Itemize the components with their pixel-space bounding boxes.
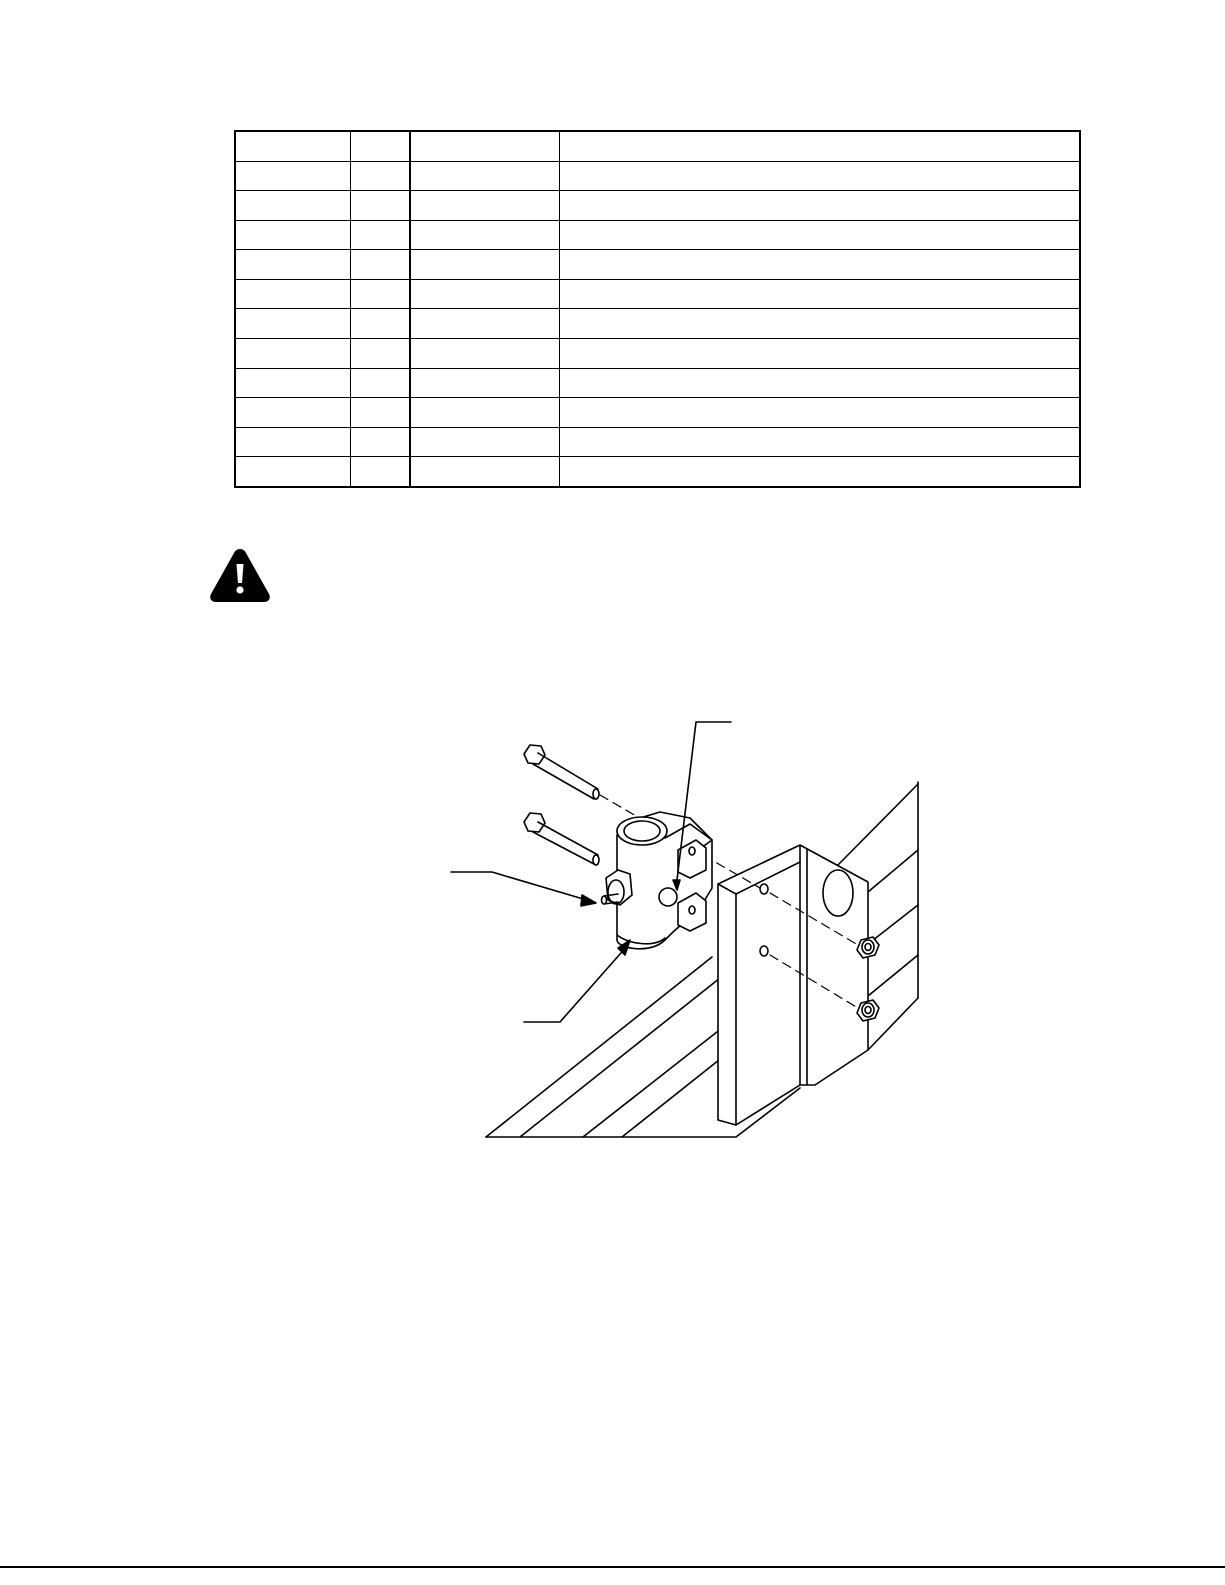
- parts-table-cell: [350, 339, 410, 369]
- parts-table-cell: [559, 339, 1080, 369]
- parts-table-cell: [350, 457, 410, 487]
- parts-table-row: [235, 457, 1080, 487]
- parts-table-row: [235, 191, 1080, 221]
- parts-table-cell: [235, 250, 350, 280]
- mounting-bolts: [524, 745, 599, 865]
- parts-table-cell: [559, 427, 1080, 457]
- parts-table-row: [235, 309, 1080, 339]
- parts-table-cell: [235, 161, 350, 191]
- parts-table-cell: [559, 457, 1080, 487]
- parts-table-row: [235, 398, 1080, 428]
- parts-table-cell: [350, 191, 410, 221]
- parts-table-cell: [559, 220, 1080, 250]
- parts-table-cell: [235, 339, 350, 369]
- parts-table-cell: [410, 398, 559, 428]
- parts-table-cell: [410, 131, 559, 161]
- parts-table-cell: [350, 279, 410, 309]
- parts-table-cell: [350, 131, 410, 161]
- parts-table-cell: [559, 250, 1080, 280]
- parts-table-cell: [559, 131, 1080, 161]
- parts-table-cell: [350, 309, 410, 339]
- parts-table-cell: [559, 279, 1080, 309]
- parts-table-cell: [410, 279, 559, 309]
- parts-table-cell: [559, 398, 1080, 428]
- parts-table-cell: [559, 368, 1080, 398]
- parts-table-cell: [350, 398, 410, 428]
- parts-table-row: [235, 427, 1080, 457]
- parts-table-row: [235, 220, 1080, 250]
- parts-table-cell: [235, 368, 350, 398]
- frame-bracket: [718, 845, 868, 1125]
- parts-table-row: [235, 339, 1080, 369]
- parts-table-row: [235, 279, 1080, 309]
- warning-triangle-icon: [208, 546, 272, 604]
- parts-table-cell: [410, 191, 559, 221]
- parts-table-cell: [235, 457, 350, 487]
- parts-table-body: [235, 131, 1080, 487]
- parts-table-cell: [559, 191, 1080, 221]
- parts-table-cell: [235, 279, 350, 309]
- parts-table-cell: [235, 191, 350, 221]
- parts-table-cell: [235, 220, 350, 250]
- parts-table-cell: [410, 161, 559, 191]
- fitting-block: [602, 812, 713, 949]
- parts-table-row: [235, 161, 1080, 191]
- parts-table-cell: [235, 131, 350, 161]
- parts-table-cell: [410, 309, 559, 339]
- parts-table-cell: [410, 427, 559, 457]
- parts-table-cell: [410, 339, 559, 369]
- parts-table-cell: [350, 427, 410, 457]
- parts-table-cell: [235, 398, 350, 428]
- parts-table-cell: [235, 427, 350, 457]
- parts-table-cell: [235, 309, 350, 339]
- parts-table-row: [235, 131, 1080, 161]
- parts-table-cell: [410, 457, 559, 487]
- parts-table-row: [235, 368, 1080, 398]
- assembly-diagram: [440, 715, 930, 1145]
- parts-table-cell: [559, 161, 1080, 191]
- parts-table-cell: [559, 309, 1080, 339]
- parts-table-cell: [350, 161, 410, 191]
- parts-table-row: [235, 250, 1080, 280]
- parts-table-cell: [350, 220, 410, 250]
- parts-table-cell: [410, 368, 559, 398]
- parts-table-cell: [350, 250, 410, 280]
- parts-table-cell: [410, 250, 559, 280]
- parts-table: [234, 130, 1081, 488]
- parts-table-cell: [410, 220, 559, 250]
- footer-rule: [0, 1566, 1225, 1568]
- parts-table-cell: [350, 368, 410, 398]
